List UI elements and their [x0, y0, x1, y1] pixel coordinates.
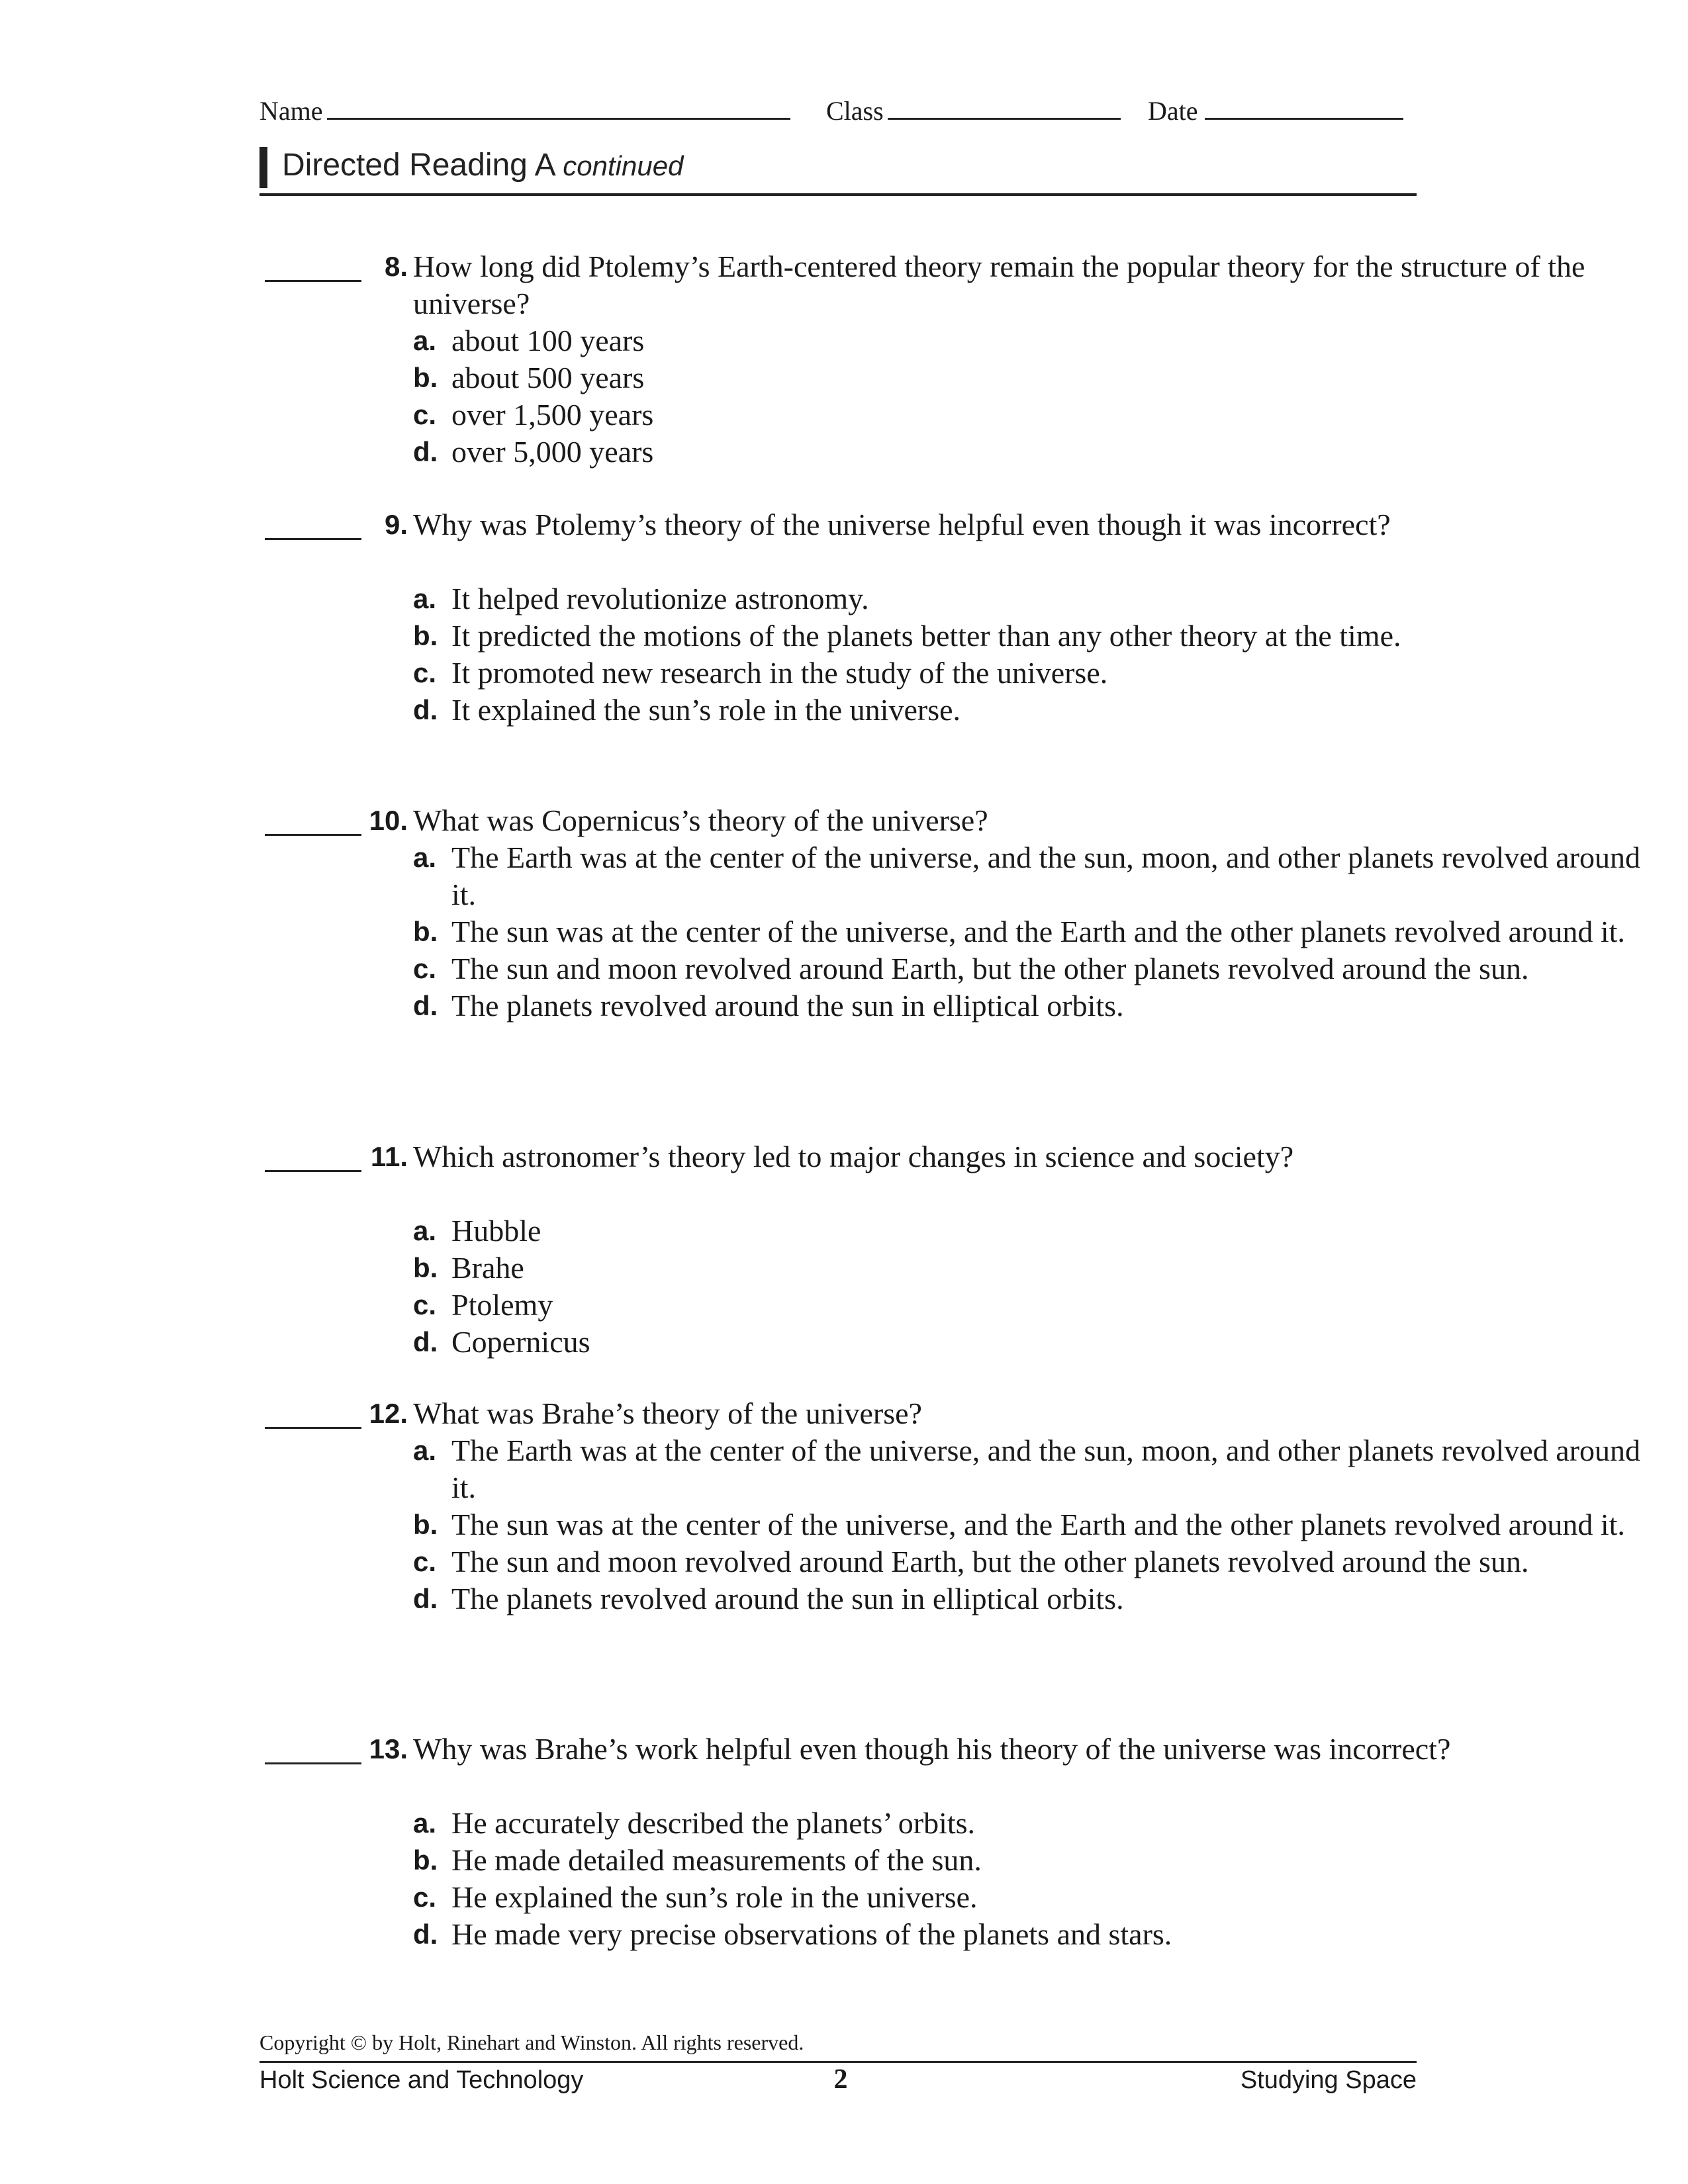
option-letter: d.	[413, 1326, 438, 1357]
question-text: How long did Ptolemy’s Earth-centered theory remain the popular theory for the structure of the universe?	[413, 250, 1585, 320]
option-text: It promoted new research in the study of the universe.	[451, 656, 1108, 690]
answer-blank[interactable]	[265, 280, 361, 282]
option-letter: c.	[413, 1289, 437, 1320]
option-text: The planets revolved around the sun in elliptical orbits.	[451, 989, 1124, 1023]
question-text: Why was Brahe’s work helpful even though his theory of the universe was incorrect?	[413, 1732, 1451, 1766]
option-c	[413, 655, 1658, 692]
option-letter: c.	[413, 657, 437, 688]
answer-blank[interactable]	[265, 538, 361, 540]
name-field[interactable]	[259, 91, 790, 126]
answer-blank[interactable]	[265, 1427, 361, 1429]
option-letter: c.	[413, 399, 437, 430]
option-b	[413, 617, 1658, 655]
date-field[interactable]	[1148, 91, 1403, 126]
option-text: The Earth was at the center of the universe, and the sun, moon, and other planets revolved around it.	[451, 841, 1640, 911]
option-text: The Earth was at the center of the universe, and the sun, moon, and other planets revolved around it.	[451, 1433, 1640, 1504]
option-letter: b.	[413, 916, 438, 947]
option-a	[413, 1212, 1658, 1250]
option-letter: b.	[413, 1252, 438, 1283]
option-text: He made detailed measurements of the sun.	[451, 1843, 982, 1877]
option-letter: c.	[413, 953, 437, 984]
option-letter: b.	[413, 362, 438, 393]
option-a	[413, 1432, 1658, 1506]
option-c	[413, 1287, 1658, 1324]
option-d	[413, 987, 1658, 1024]
option-text: about 100 years	[451, 324, 645, 357]
options	[413, 1212, 1658, 1361]
title-bar-marker	[259, 147, 267, 188]
option-letter: d.	[413, 1583, 438, 1614]
option-letter: d.	[413, 436, 438, 467]
option-letter: a.	[413, 325, 437, 356]
question-number: 11.	[370, 1141, 408, 1172]
option-c	[413, 1879, 1658, 1916]
option-d	[413, 1324, 1658, 1361]
options	[413, 322, 1658, 471]
name-label: Name	[259, 96, 323, 126]
title-main: Directed Reading A	[282, 148, 554, 183]
option-text: The sun was at the center of the universe, and the Earth and the other planets revolved around it.	[451, 1508, 1625, 1541]
option-text: Copernicus	[451, 1325, 590, 1359]
option-text: The sun and moon revolved around Earth, but the other planets revolved around the sun.	[451, 1545, 1529, 1578]
option-b	[413, 1842, 1658, 1879]
option-text: He explained the sun’s role in the universe.	[451, 1880, 978, 1914]
option-letter: b.	[413, 1844, 438, 1876]
option-letter: a.	[413, 1807, 437, 1839]
option-d	[413, 1580, 1658, 1617]
option-letter: a.	[413, 583, 437, 614]
option-letter: c.	[413, 1546, 437, 1577]
question-text: What was Copernicus’s theory of the universe?	[413, 803, 988, 837]
options	[413, 839, 1658, 1024]
option-letter: d.	[413, 694, 438, 725]
option-a	[413, 580, 1658, 617]
section-title	[259, 144, 1417, 196]
name-line[interactable]	[327, 91, 790, 120]
option-d	[413, 692, 1658, 729]
option-b	[413, 1506, 1658, 1543]
question-text: Which astronomer’s theory led to major changes in science and society?	[413, 1140, 1294, 1173]
option-letter: a.	[413, 1435, 437, 1466]
options	[413, 1805, 1658, 1953]
option-letter: b.	[413, 1509, 438, 1540]
footer-book-title: Holt Science and Technology	[259, 2066, 584, 2094]
question-number: 8.	[384, 251, 408, 282]
option-b	[413, 913, 1658, 950]
options	[413, 1432, 1658, 1617]
question-number: 9.	[384, 509, 408, 540]
option-a	[413, 1805, 1658, 1842]
option-text: Hubble	[451, 1214, 541, 1248]
question-number: 12.	[369, 1398, 408, 1429]
title-continued: continued	[563, 150, 684, 181]
option-c	[413, 396, 1658, 433]
option-text: It explained the sun’s role in the universe.	[451, 693, 961, 727]
answer-blank[interactable]	[265, 1170, 361, 1172]
class-line[interactable]	[888, 91, 1121, 120]
option-text: about 500 years	[451, 361, 645, 394]
option-text: He accurately described the planets’ orbits.	[451, 1806, 976, 1840]
copyright-notice: Copyright © by Holt, Rinehart and Winston. All rights reserved.	[259, 2030, 804, 2054]
question-text: Why was Ptolemy’s theory of the universe helpful even though it was incorrect?	[413, 508, 1391, 541]
option-text: It predicted the motions of the planets better than any other theory at the time.	[451, 619, 1401, 653]
option-text: It helped revolutionize astronomy.	[451, 582, 869, 615]
date-label: Date	[1148, 96, 1198, 126]
option-letter: d.	[413, 990, 438, 1021]
option-letter: d.	[413, 1919, 438, 1950]
class-label: Class	[826, 96, 884, 126]
option-text: He made very precise observations of the planets and stars.	[451, 1917, 1172, 1951]
option-a	[413, 322, 1658, 359]
option-b	[413, 1250, 1658, 1287]
option-b	[413, 359, 1658, 396]
date-line[interactable]	[1205, 91, 1403, 120]
option-a	[413, 839, 1658, 913]
question-text: What was Brahe’s theory of the universe?	[413, 1396, 922, 1430]
option-text: Ptolemy	[451, 1288, 553, 1322]
option-text: over 5,000 years	[451, 435, 654, 469]
option-d	[413, 433, 1658, 471]
page-number: 2	[833, 2064, 848, 2095]
class-field[interactable]	[826, 91, 1121, 126]
option-c	[413, 950, 1658, 987]
question-number: 13.	[369, 1733, 408, 1764]
footer-chapter-title: Studying Space	[1240, 2066, 1417, 2094]
option-text: Brahe	[451, 1251, 524, 1285]
option-letter: a.	[413, 842, 437, 873]
option-letter: b.	[413, 620, 438, 651]
question-number: 10.	[369, 805, 408, 836]
options	[413, 580, 1658, 729]
option-d	[413, 1916, 1658, 1953]
option-letter: c.	[413, 1882, 437, 1913]
option-text: The sun and moon revolved around Earth, but the other planets revolved around the sun.	[451, 952, 1529, 985]
answer-blank[interactable]	[265, 834, 361, 836]
page-title	[282, 147, 683, 183]
answer-blank[interactable]	[265, 1762, 361, 1764]
option-text: over 1,500 years	[451, 398, 654, 432]
option-c	[413, 1543, 1658, 1580]
option-text: The sun was at the center of the universe, and the Earth and the other planets revolved around it.	[451, 915, 1625, 948]
option-letter: a.	[413, 1215, 437, 1246]
footer-divider	[259, 2061, 1417, 2063]
option-text: The planets revolved around the sun in elliptical orbits.	[451, 1582, 1124, 1615]
